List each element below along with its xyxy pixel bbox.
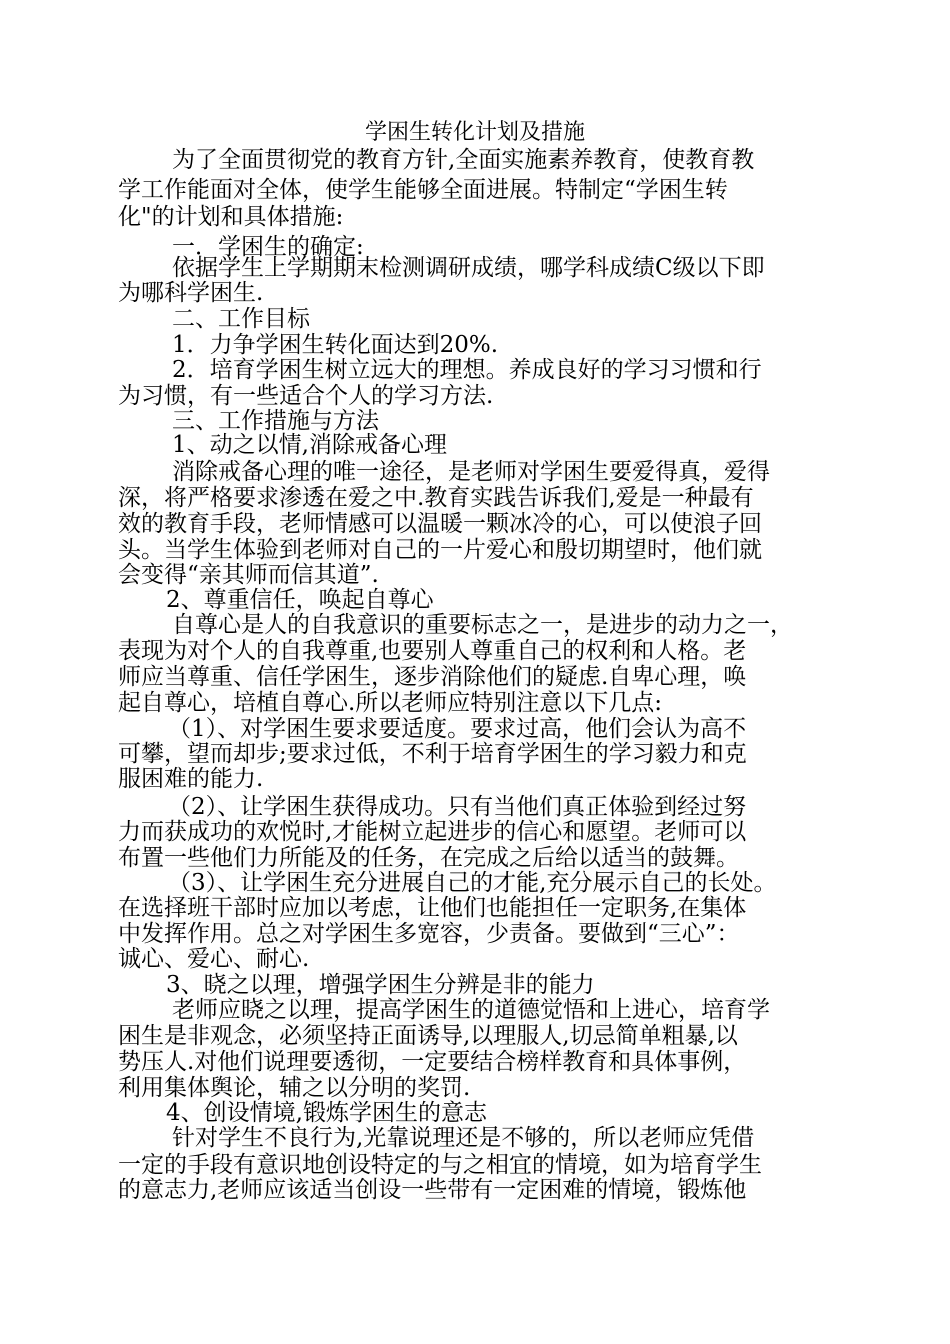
section-heading-2: 二、工作目标 <box>172 306 310 332</box>
body-line-26: （2）、让学困生获得成功。只有当他们真正体验到经过努 <box>168 794 747 820</box>
body-line-9: 2．培育学困生树立远大的理想。养成良好的学习习惯和行 <box>172 357 762 383</box>
body-line-31: 中发挥作用。总之对学困生多宽容，少责备。要做到“三心”： <box>118 921 740 947</box>
body-line-14: 深，将严格要求渗透在爱之中.教育实践告诉我们,爱是一种最有 <box>118 485 754 511</box>
body-line-2: 学工作能面对全体，使学生能够全面进展。特制定“学困生转 <box>118 177 728 203</box>
body-line-28: 布置一些他们力所能及的任务，在完成之后给以适当的鼓舞。 <box>118 845 739 871</box>
body-line-22: 起自尊心，培植自尊心.所以老师应特别注意以下几点: <box>118 690 663 716</box>
body-line-39: 针对学生不良行为,光靠说理还是不够的，所以老师应凭借 <box>172 1125 755 1151</box>
body-line-17: 会变得“亲其师而信其道”. <box>118 562 379 588</box>
body-line-10: 为习惯，有一些适合个人的学习方法. <box>118 383 494 409</box>
body-line-37: 利用集体舆论，辅之以分明的奖罚. <box>118 1075 471 1101</box>
body-line-24: 可攀，望而却步;要求过低，不利于培育学困生的学习毅力和克 <box>118 741 747 767</box>
body-line-8: 1．力争学困生转化面达到20%. <box>172 332 499 358</box>
body-line-20: 表现为对个人的自我尊重,也要别人尊重自己的权利和人格。老 <box>118 638 747 664</box>
body-line-41: 的意志力,老师应该适当创设一些带有一定困难的情境，锻炼他 <box>118 1177 747 1203</box>
subheading-3: 3、晓之以理，增强学困生分辨是非的能力 <box>166 972 595 998</box>
body-line-36: 势压人.对他们说理要透彻，一定要结合榜样教育和具体事例， <box>118 1049 747 1075</box>
body-line-21: 师应当尊重、信任学困生，逐步消除他们的疑虑.自卑心理，唤 <box>118 664 747 690</box>
section-heading-1: 一．学困生的确定: <box>172 234 364 260</box>
subheading-4: 4、创设情境,锻炼学困生的意志 <box>166 1100 487 1126</box>
body-line-16: 头。当学生体验到老师对自己的一片爱心和殷切期望时，他们就 <box>118 537 762 563</box>
body-line-35: 困生是非观念，必须坚持正面诱导,以理服人,切忌简单粗暴,以 <box>118 1023 738 1049</box>
body-line-13: 消除戒备心理的唯一途径，是老师对学困生要爱得真，爱得 <box>172 459 770 485</box>
body-line-1: 为了全面贯彻党的教育方针,全面实施素养教育，使教育教 <box>172 147 755 173</box>
body-line-27: 力而获成功的欢悦时,才能树立起进步的信心和愿望。老师可以 <box>118 819 747 845</box>
body-line-3: 化"的计划和具体措施: <box>118 204 344 230</box>
body-line-32: 诚心、爱心、耐心. <box>118 946 310 972</box>
body-line-5: 依据学生上学期期末检测调研成绩，哪学科成绩C级以下即 <box>172 255 765 281</box>
body-line-19: 自尊心是人的自我意识的重要标志之一，是进步的动力之一， <box>172 612 793 638</box>
body-line-29: （3）、让学困生充分进展自己的才能,充分展示自己的长处。 <box>168 870 777 896</box>
document-title: 学困生转化计划及措施 <box>364 120 585 145</box>
section-heading-3: 三、工作措施与方法 <box>172 408 379 434</box>
body-line-15: 效的教育手段，老师情感可以温暖一颗冰冷的心，可以使浪子回 <box>118 511 762 537</box>
subheading-1: 1、动之以情,消除戒备心理 <box>172 432 447 458</box>
subheading-2: 2、尊重信任，唤起自尊心 <box>166 587 434 613</box>
body-line-34: 老师应晓之以理，提高学困生的道德觉悟和上进心，培育学 <box>172 997 770 1023</box>
body-line-25: 服困难的能力. <box>118 766 264 792</box>
body-line-6: 为哪科学困生. <box>118 280 264 306</box>
body-line-40: 一定的手段有意识地创设特定的与之相宜的情境，如为培育学生 <box>118 1152 762 1178</box>
body-line-23: （1）、对学困生要求要适度。要求过高，他们会认为高不 <box>168 716 747 742</box>
body-line-30: 在选择班干部时应加以考虑，让他们也能担任一定职务,在集体 <box>118 895 747 921</box>
